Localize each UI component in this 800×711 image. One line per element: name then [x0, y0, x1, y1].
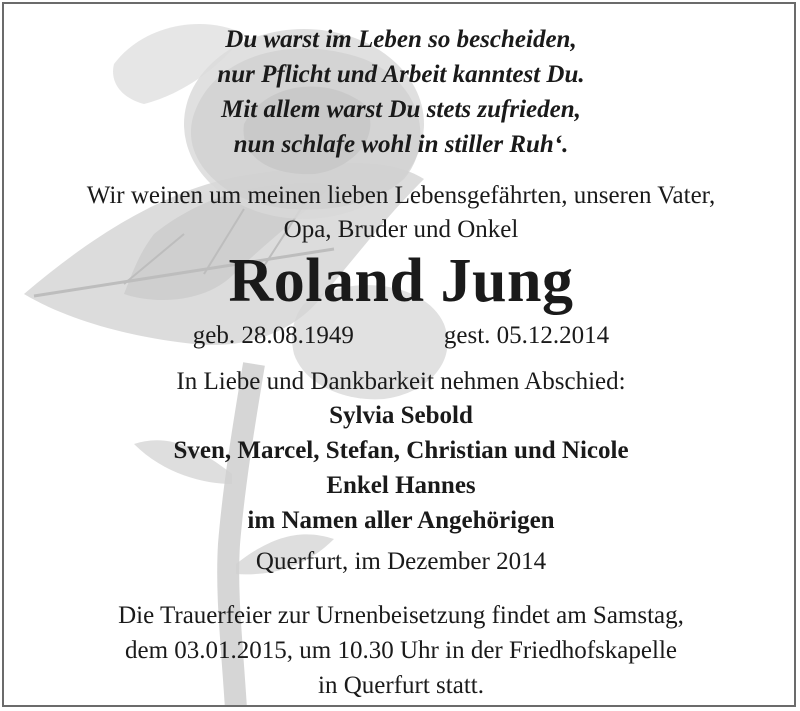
birth-date: geb. 28.08.1949: [192, 322, 354, 349]
poem-line: nur Pflicht und Arbeit kanntest Du.: [217, 61, 585, 88]
service-line: dem 03.01.2015, um 10.30 Uhr in der Friedhofskapelle: [125, 637, 677, 664]
mourner-line: Enkel Hannes: [326, 472, 476, 499]
life-dates: [4, 322, 796, 350]
mourner-line: Sylvia Sebold: [329, 402, 473, 429]
service-line: Die Trauerfeier zur Urnenbeisetzung findet am Samstag,: [118, 602, 684, 629]
mourner-line: im Namen aller Angehörigen: [247, 507, 555, 534]
intro-line: Wir weinen um meinen lieben Lebensgefährten, unseren Vater,: [86, 182, 716, 209]
service-line: in Querfurt statt.: [318, 672, 484, 699]
deceased-name: Roland Jung: [228, 247, 574, 315]
poem-line: Du warst im Leben so bescheiden,: [225, 26, 577, 53]
poem-line: nun schlafe wohl in stiller Ruh‘.: [233, 131, 569, 158]
intro-line: Opa, Bruder und Onkel: [283, 216, 519, 243]
mourner-line: Sven, Marcel, Stefan, Christian und Nicole: [173, 437, 629, 464]
obituary-notice: [2, 2, 796, 707]
place-date: Querfurt, im Dezember 2014: [255, 548, 547, 575]
farewell-intro: In Liebe und Dankbarkeit nehmen Abschied:: [176, 368, 626, 395]
poem-line: Mit allem warst Du stets zufrieden,: [221, 96, 581, 123]
death-date: gest. 05.12.2014: [443, 322, 610, 349]
